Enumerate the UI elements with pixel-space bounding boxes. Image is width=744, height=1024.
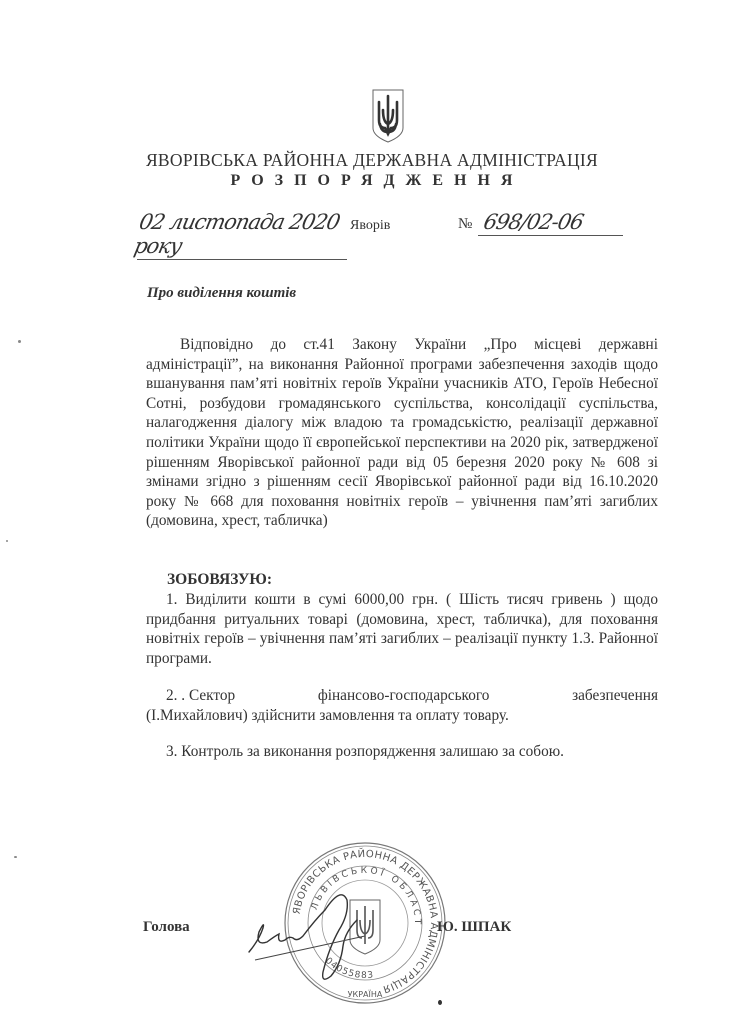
stamp-outer-text: ЯВОРІВСЬКА РАЙОННА ДЕРЖАВНА АДМІНІСТРАЦІЯ: [291, 848, 440, 995]
signer-role: Голова: [143, 919, 190, 935]
number-handwritten: 698/02-06: [481, 210, 586, 234]
organization-name: ЯВОРІВСЬКА РАЙОННА ДЕРЖАВНА АДМІНІСТРАЦІЯ: [145, 150, 599, 170]
number-sign: №: [458, 216, 473, 232]
order-item-2: [146, 686, 658, 725]
order-item-1-text: 1. Виділити кошти в сумі 6000,00 грн. ( Шість тисяч гривень ) щодо придбання ритуальних товарі (домовина, хрест, табличка), для поховання новітніх героїв – увічнення пам’яті загиблих – реалізації пункту 1.3. Районної програми.: [146, 591, 658, 667]
order-item-3: 3. Контроль за виконання розпорядження залишаю за собою.: [166, 743, 564, 760]
order-item-2-part-a: 2. . Сектор: [166, 687, 236, 704]
scan-speck: [18, 340, 21, 343]
order-item-2-rest: (І.Михайлович) здійснити замовлення та оплату товару.: [146, 706, 509, 724]
signer-name: Ю. ШПАК: [437, 919, 512, 935]
coat-of-arms-icon: [371, 88, 405, 144]
document-subject: Про виділення коштів: [147, 285, 297, 301]
document-type: РОЗПОРЯДЖЕННЯ: [230, 172, 524, 189]
city: Яворів: [350, 218, 391, 233]
document-date: [131, 210, 347, 260]
stamp-country: УКРАЇНА: [347, 990, 383, 999]
stamp-inner-text: ЛЬВІВСЬКОЇ ОБЛАСТ: [309, 865, 423, 928]
stamp-code: 04055883: [322, 956, 375, 981]
order-item-1: [146, 590, 658, 668]
preamble-text: Відповідно до ст.41 Закону України „Про місцеві державні адміністрації”, на виконання Районної програми забезпечення заходів щодо вшанування пам’яті новітніх героїв України учасників АТО, Героїв Небесної Сотні, розбудови громадянського суспільства, консолідації суспільства, налагодження діалогу між владою та громадськістю, реалізації державної політики України щодо її європейської перспективи на 2020 рік, затвердженої рішенням Яворівської районної ради від 05 березня 2020 року № 608 зі змінами згідно з рішенням сесії Яворівської районної ради від 16.10.2020 року № 668 для поховання новітніх героїв – увічнення пам’яті загиблих (домовина, хрест, табличка): [146, 336, 658, 530]
order-item-2-part-b: фінансово-господарського: [317, 687, 490, 704]
date-handwritten: 02 листопада 2020 року: [131, 210, 342, 258]
scan-speck: [6, 540, 8, 542]
scan-speck: [14, 856, 17, 858]
preamble-paragraph: [146, 335, 658, 531]
scan-speck: [438, 1000, 442, 1005]
handwritten-signature: [245, 880, 395, 990]
order-item-2-line1: [146, 686, 658, 706]
order-heading: ЗОБОВЯЗУЮ:: [167, 571, 272, 588]
order-item-2-part-c: забезпечення: [572, 687, 658, 704]
document-number: [478, 210, 623, 236]
